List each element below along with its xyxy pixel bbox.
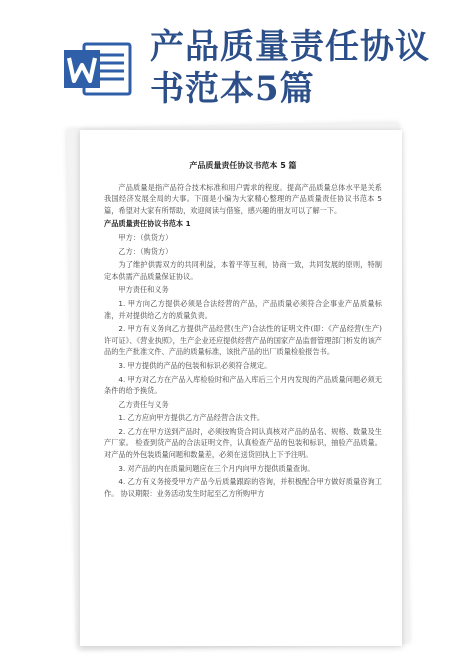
paragraph: 产品质量是指产品符合技术标准和用户需求的程度。提高产品质量总体水平是关系我国经济发展全局的大事。下面是小编为大家精心整理的产品质量责任协议书范本 5 篇，希望对大家有所帮助，欢迎阅读与借鉴，感兴趣的朋友可以了解一下。 (104, 182, 382, 215)
document-title: 产品质量责任协议书范本 5 篇 (189, 161, 297, 170)
page-fade (80, 606, 402, 646)
paragraph: 3. 甲方提供的产品的包装和标识必须符合规定。 (118, 360, 272, 370)
paragraph: 1. 乙方应向甲方提供乙方产品经营合法文件。 (118, 413, 265, 423)
paragraph: 甲方责任和义务 (118, 285, 169, 295)
document-body (104, 160, 382, 501)
document-sheet (80, 130, 402, 646)
paragraph: 甲方：（供货方） (118, 232, 173, 242)
paragraph: 4. 甲方对乙方在产品入库检验时和产品入库后三个月内发现的产品质量问题必须无条件的给予换货。 (104, 374, 382, 396)
page-title (150, 26, 460, 110)
section-heading: 产品质量责任协议书范本 1 (104, 219, 191, 229)
paragraph: 乙方：（购货方） (118, 246, 173, 256)
page-title-line-2: 书范本5篇 (150, 69, 315, 109)
paragraph: 4. 乙方有义务接受甲方产品今后质量跟踪的咨询，并积极配合甲方做好质量咨询工作。 协议期限：业务活动发生时起至乙方所购甲方 (104, 477, 382, 498)
document-paragraphs (104, 182, 382, 500)
paragraph: 1. 甲方向乙方提供必须是合法经营的产品，产品质量必须符合企事业产品质量标准，并对提供给乙方的质量负责。 (104, 298, 382, 320)
paragraph: 2. 乙方在甲方送到产品时，必须按购货合同认真核对产品的品名、规格、数量及生产厂家。 检查到货产品的合法证明文件，认真检查产品的包装和标识，抽验产品质量。对产品的外包装质量问题和数量差，必须在送货回执上下予注明。 (104, 426, 382, 460)
paragraph: 乙方责任与义务 (118, 399, 169, 409)
page-title-line-1: 产品质量责任协议 (150, 27, 430, 67)
paragraph: 为了维护供需双方的共同利益，本着平等互利，协商一致，共同发展的原则，特制定本供需产品质量保证协议。 (104, 260, 382, 281)
paragraph: 3. 对产品的内在质量问题应在三个月内向甲方提供质量查询。 (118, 463, 315, 473)
word-document-icon (62, 38, 132, 98)
paragraph: 2. 甲方有义务向乙方提供产品经营(生产)合法性的证明文件(即：《产品经营(生产)许可证》、《营业执照》，生产企业还应提供经营产品的国家产品监督管理部门析发的该产品的生产批准文件、产品的质量标准，该批产品的出厂质量检验报告书。 (104, 324, 382, 357)
header-banner (0, 0, 474, 110)
